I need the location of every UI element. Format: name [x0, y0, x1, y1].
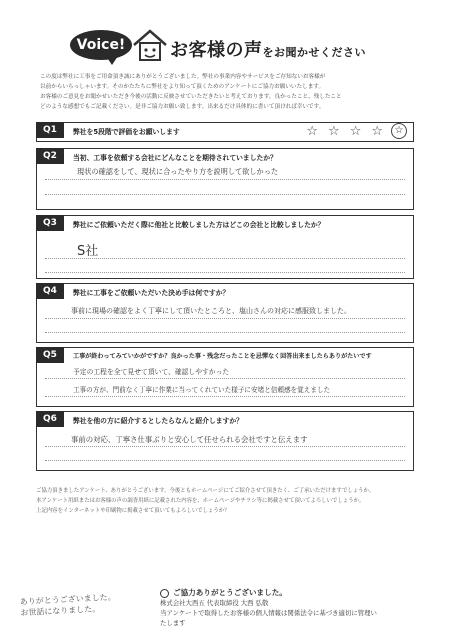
rating-stars: [306, 125, 383, 139]
footer-company: 株式会社大西五 代表取締役 大西 弘敬: [160, 599, 269, 607]
page-title-main: お客様の声: [170, 40, 263, 61]
intro-line: この度は弊社に工事をご用命頂き誠にありがとうございました。弊社の事業内容やサービスをご存知ないお客様が: [40, 74, 326, 80]
question-5-text: 工事が終わってみていかがですか？良かった事・残念だったことを忌憚なく回答出来ましたらありがたいです: [73, 353, 372, 360]
question-2: [36, 148, 414, 210]
question-1: [36, 122, 414, 142]
answer-line: [45, 396, 405, 397]
answer-line: [45, 446, 405, 447]
handwritten-note-line: ありがとうございました。: [19, 592, 116, 607]
voice-badge-tail: [106, 56, 118, 65]
star-icon: ☆: [328, 124, 340, 139]
question-2-tab: Q2: [36, 148, 64, 164]
star-icon: ☆: [371, 124, 383, 139]
answer-line: [45, 258, 405, 259]
question-5-answer-line-1: 予定の工程を全て見せて頂いて、確認しやすかった: [73, 368, 230, 376]
question-6-answer: 事前の対応、丁寧さ仕事ぶりと安心して任せられる会社ですと伝えます: [71, 435, 308, 444]
question-3: [36, 215, 414, 279]
consent-line: 上記内容をインターネットや印刷物に掲載させて頂いてもよろしいでしょうか？: [36, 508, 230, 514]
circled-star-icon: ☆: [391, 123, 407, 139]
footer: [160, 588, 380, 628]
answer-line: [45, 460, 405, 461]
consent-line: 本アンケート用紙またはお客様の声の調査用紙に記載された内容を、ホームページやチラシ等に掲載させて頂いてよろしいでしょうか。: [36, 498, 365, 504]
consent-line: ご協力頂きましたアンケート、ありがとうございます。今後ともホームページにてご紹介させて頂きたく、ご了承いただけますでしょうか。: [36, 488, 375, 494]
answer-line: [45, 318, 405, 319]
answer-line: [45, 332, 405, 333]
question-1-text: 弊社を5段階で評価をお願いします: [73, 128, 180, 136]
answer-line: [45, 378, 405, 379]
footer-note: 当アンケートで取得したお客様の個人情報は関係法令に基づき適切に管理いたします: [160, 609, 377, 627]
question-4: [36, 283, 414, 343]
intro-line: どのような感想でもご記載ください。是非ご協力お願い致します。出来るだけ具体的に書いて頂ければ幸いです。: [40, 104, 325, 110]
intro-line: お客様のご意見をお聞かせいただき今後の活動に反映させていただきたいと考えております。良かったこと、残したこと: [40, 94, 342, 100]
question-3-answer: S社: [77, 244, 99, 259]
question-6: [36, 411, 414, 471]
question-5-answer-line-2: 工事の方が、門前なく丁寧に作業に当ってくれていた様子に安堵と信頼感を覚えました: [73, 386, 331, 394]
question-5: [36, 347, 414, 407]
question-5-tab: Q5: [36, 347, 64, 363]
question-2-text: 当初、工事を依頼する会社にどんなことを期待されていましたか？: [73, 154, 277, 162]
page-title: [170, 36, 366, 62]
question-4-tab: Q4: [36, 283, 64, 299]
handwritten-note: [19, 592, 116, 619]
house-icon: [132, 28, 168, 62]
question-4-answer: 事前に現場の確認をよく丁寧にして頂いたところと、塩山さんの対応に感服致しました。: [71, 307, 351, 315]
footer-thanks: [160, 588, 380, 598]
question-6-text: 弊社を他の方に紹介するとしたらなんと紹介しますか？: [73, 417, 243, 425]
smile-icon: [160, 589, 169, 598]
footer-thanks-text: ご協力ありがとうございました。: [173, 588, 287, 597]
page-title-sub: をお聞かせください: [262, 46, 366, 59]
intro-text: [40, 72, 420, 112]
page-header: [70, 20, 390, 70]
question-3-tab: Q3: [36, 215, 64, 231]
voice-badge: Voice!: [70, 30, 132, 60]
answer-line: [45, 179, 405, 180]
question-1-tab: Q1: [36, 122, 64, 138]
intro-line: 以前からいらっしゃいます。そのかたたちに弊社をより知って頂くためのアンケートにご協力お願いいたします。: [40, 84, 325, 90]
star-icon: ☆: [306, 124, 319, 139]
question-2-answer: 現状の確認をして、現状に合ったやり方を説明して欲しかった: [77, 167, 279, 176]
question-4-text: 弊社に工事をご依頼いただいた決め手は何ですか？: [73, 289, 230, 297]
answer-line: [45, 194, 405, 195]
consent-text: [36, 486, 414, 516]
star-icon: ☆: [349, 124, 362, 139]
handwritten-note-line: お世話になりました。: [20, 604, 101, 618]
question-3-text: 弊社にご依頼いただく際に他社と比較しました方はどこの会社と比較しましたか？: [73, 221, 325, 229]
question-6-tab: Q6: [36, 411, 64, 427]
answer-line: [45, 272, 405, 273]
